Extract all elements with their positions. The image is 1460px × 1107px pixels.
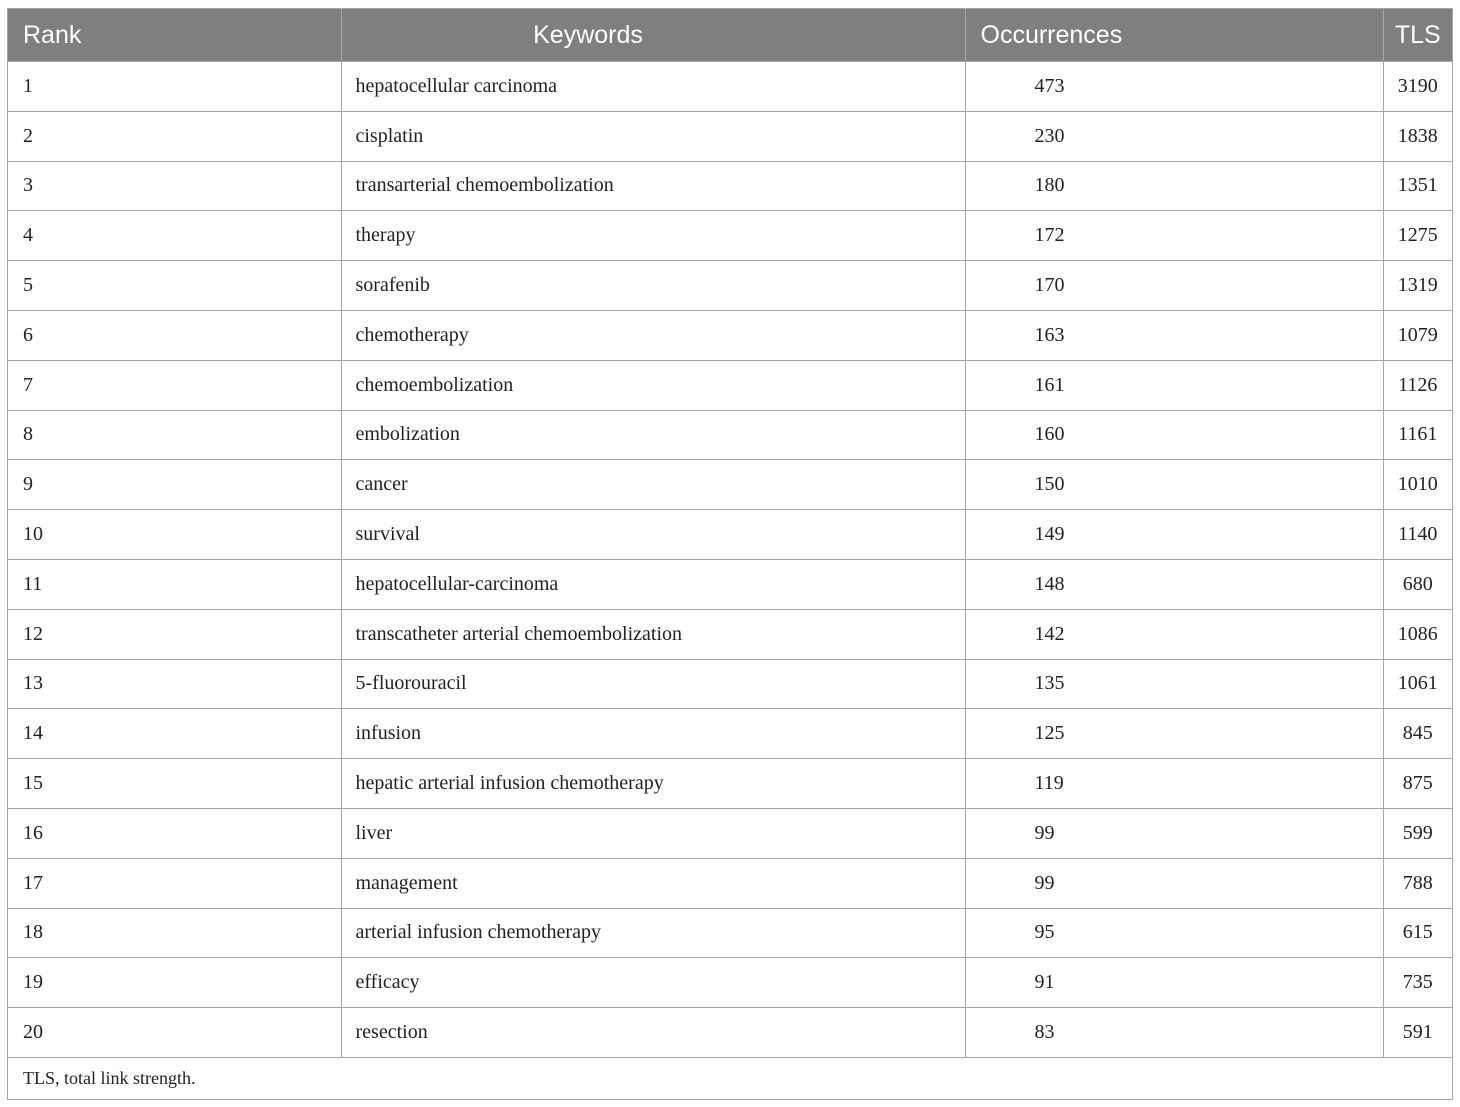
cell-keyword: transcatheter arterial chemoembolization [341, 609, 965, 659]
cell-tls: 1061 [1383, 659, 1452, 709]
header-keywords: Keywords [341, 9, 965, 62]
cell-keyword: cancer [341, 460, 965, 510]
cell-rank: 14 [8, 709, 341, 759]
cell-occurrences: 150 [965, 460, 1383, 510]
cell-tls: 1086 [1383, 609, 1452, 659]
cell-occurrences: 473 [965, 62, 1383, 112]
header-tls: TLS [1383, 9, 1452, 62]
cell-keyword: cisplatin [341, 111, 965, 161]
header-occurrences: Occurrences [965, 9, 1383, 62]
table-row [8, 559, 1452, 609]
table-row [8, 958, 1452, 1008]
cell-tls: 735 [1383, 958, 1452, 1008]
cell-keyword: resection [341, 1008, 965, 1057]
cell-keyword: liver [341, 808, 965, 858]
table-row [8, 161, 1452, 211]
cell-occurrences: 125 [965, 709, 1383, 759]
cell-rank: 6 [8, 310, 341, 360]
cell-tls: 1161 [1383, 410, 1452, 460]
cell-occurrences: 180 [965, 161, 1383, 211]
cell-rank: 20 [8, 1008, 341, 1057]
table-row [8, 460, 1452, 510]
table-body [8, 62, 1452, 1057]
cell-keyword: management [341, 858, 965, 908]
cell-keyword: chemoembolization [341, 360, 965, 410]
cell-keyword: hepatocellular carcinoma [341, 62, 965, 112]
cell-tls: 845 [1383, 709, 1452, 759]
cell-tls: 1351 [1383, 161, 1452, 211]
cell-rank: 5 [8, 261, 341, 311]
table-row [8, 360, 1452, 410]
cell-keyword: therapy [341, 211, 965, 261]
cell-occurrences: 91 [965, 958, 1383, 1008]
table-row [8, 510, 1452, 560]
cell-tls: 1319 [1383, 261, 1452, 311]
cell-keyword: survival [341, 510, 965, 560]
cell-rank: 18 [8, 908, 341, 958]
header-row [8, 9, 1452, 62]
cell-occurrences: 230 [965, 111, 1383, 161]
table-row [8, 759, 1452, 809]
cell-occurrences: 148 [965, 559, 1383, 609]
cell-rank: 16 [8, 808, 341, 858]
cell-occurrences: 149 [965, 510, 1383, 560]
cell-occurrences: 83 [965, 1008, 1383, 1057]
table-row [8, 808, 1452, 858]
cell-tls: 1140 [1383, 510, 1452, 560]
cell-rank: 4 [8, 211, 341, 261]
cell-rank: 15 [8, 759, 341, 809]
cell-rank: 7 [8, 360, 341, 410]
cell-tls: 1126 [1383, 360, 1452, 410]
cell-rank: 1 [8, 62, 341, 112]
cell-keyword: transarterial chemoembolization [341, 161, 965, 211]
cell-occurrences: 142 [965, 609, 1383, 659]
cell-rank: 8 [8, 410, 341, 460]
cell-rank: 9 [8, 460, 341, 510]
cell-occurrences: 95 [965, 908, 1383, 958]
cell-rank: 2 [8, 111, 341, 161]
table-row [8, 62, 1452, 112]
cell-rank: 11 [8, 559, 341, 609]
cell-rank: 12 [8, 609, 341, 659]
cell-keyword: hepatic arterial infusion chemotherapy [341, 759, 965, 809]
cell-tls: 1838 [1383, 111, 1452, 161]
table-row [8, 310, 1452, 360]
table-row [8, 908, 1452, 958]
cell-keyword: hepatocellular-carcinoma [341, 559, 965, 609]
cell-tls: 615 [1383, 908, 1452, 958]
cell-occurrences: 172 [965, 211, 1383, 261]
table-row [8, 111, 1452, 161]
table-row [8, 709, 1452, 759]
cell-keyword: embolization [341, 410, 965, 460]
cell-occurrences: 99 [965, 858, 1383, 908]
table-row [8, 211, 1452, 261]
cell-occurrences: 161 [965, 360, 1383, 410]
cell-occurrences: 163 [965, 310, 1383, 360]
table-row [8, 659, 1452, 709]
table-row [8, 261, 1452, 311]
cell-rank: 17 [8, 858, 341, 908]
cell-occurrences: 99 [965, 808, 1383, 858]
cell-tls: 3190 [1383, 62, 1452, 112]
cell-occurrences: 160 [965, 410, 1383, 460]
cell-rank: 3 [8, 161, 341, 211]
keywords-table-container [7, 8, 1453, 1100]
cell-keyword: arterial infusion chemotherapy [341, 908, 965, 958]
cell-rank: 13 [8, 659, 341, 709]
cell-rank: 10 [8, 510, 341, 560]
table-row [8, 410, 1452, 460]
cell-keyword: efficacy [341, 958, 965, 1008]
cell-tls: 1010 [1383, 460, 1452, 510]
cell-keyword: sorafenib [341, 261, 965, 311]
cell-tls: 591 [1383, 1008, 1452, 1057]
table-row [8, 609, 1452, 659]
cell-keyword: 5-fluorouracil [341, 659, 965, 709]
cell-tls: 680 [1383, 559, 1452, 609]
cell-tls: 599 [1383, 808, 1452, 858]
cell-keyword: infusion [341, 709, 965, 759]
table-row [8, 858, 1452, 908]
cell-tls: 1079 [1383, 310, 1452, 360]
cell-occurrences: 119 [965, 759, 1383, 809]
table-header [8, 9, 1452, 62]
cell-occurrences: 170 [965, 261, 1383, 311]
cell-tls: 1275 [1383, 211, 1452, 261]
cell-rank: 19 [8, 958, 341, 1008]
table-row [8, 1008, 1452, 1057]
table-footnote: TLS, total link strength. [8, 1057, 1452, 1099]
cell-occurrences: 135 [965, 659, 1383, 709]
cell-tls: 875 [1383, 759, 1452, 809]
keywords-table [8, 9, 1452, 1057]
cell-keyword: chemotherapy [341, 310, 965, 360]
header-rank: Rank [8, 9, 341, 62]
cell-tls: 788 [1383, 858, 1452, 908]
